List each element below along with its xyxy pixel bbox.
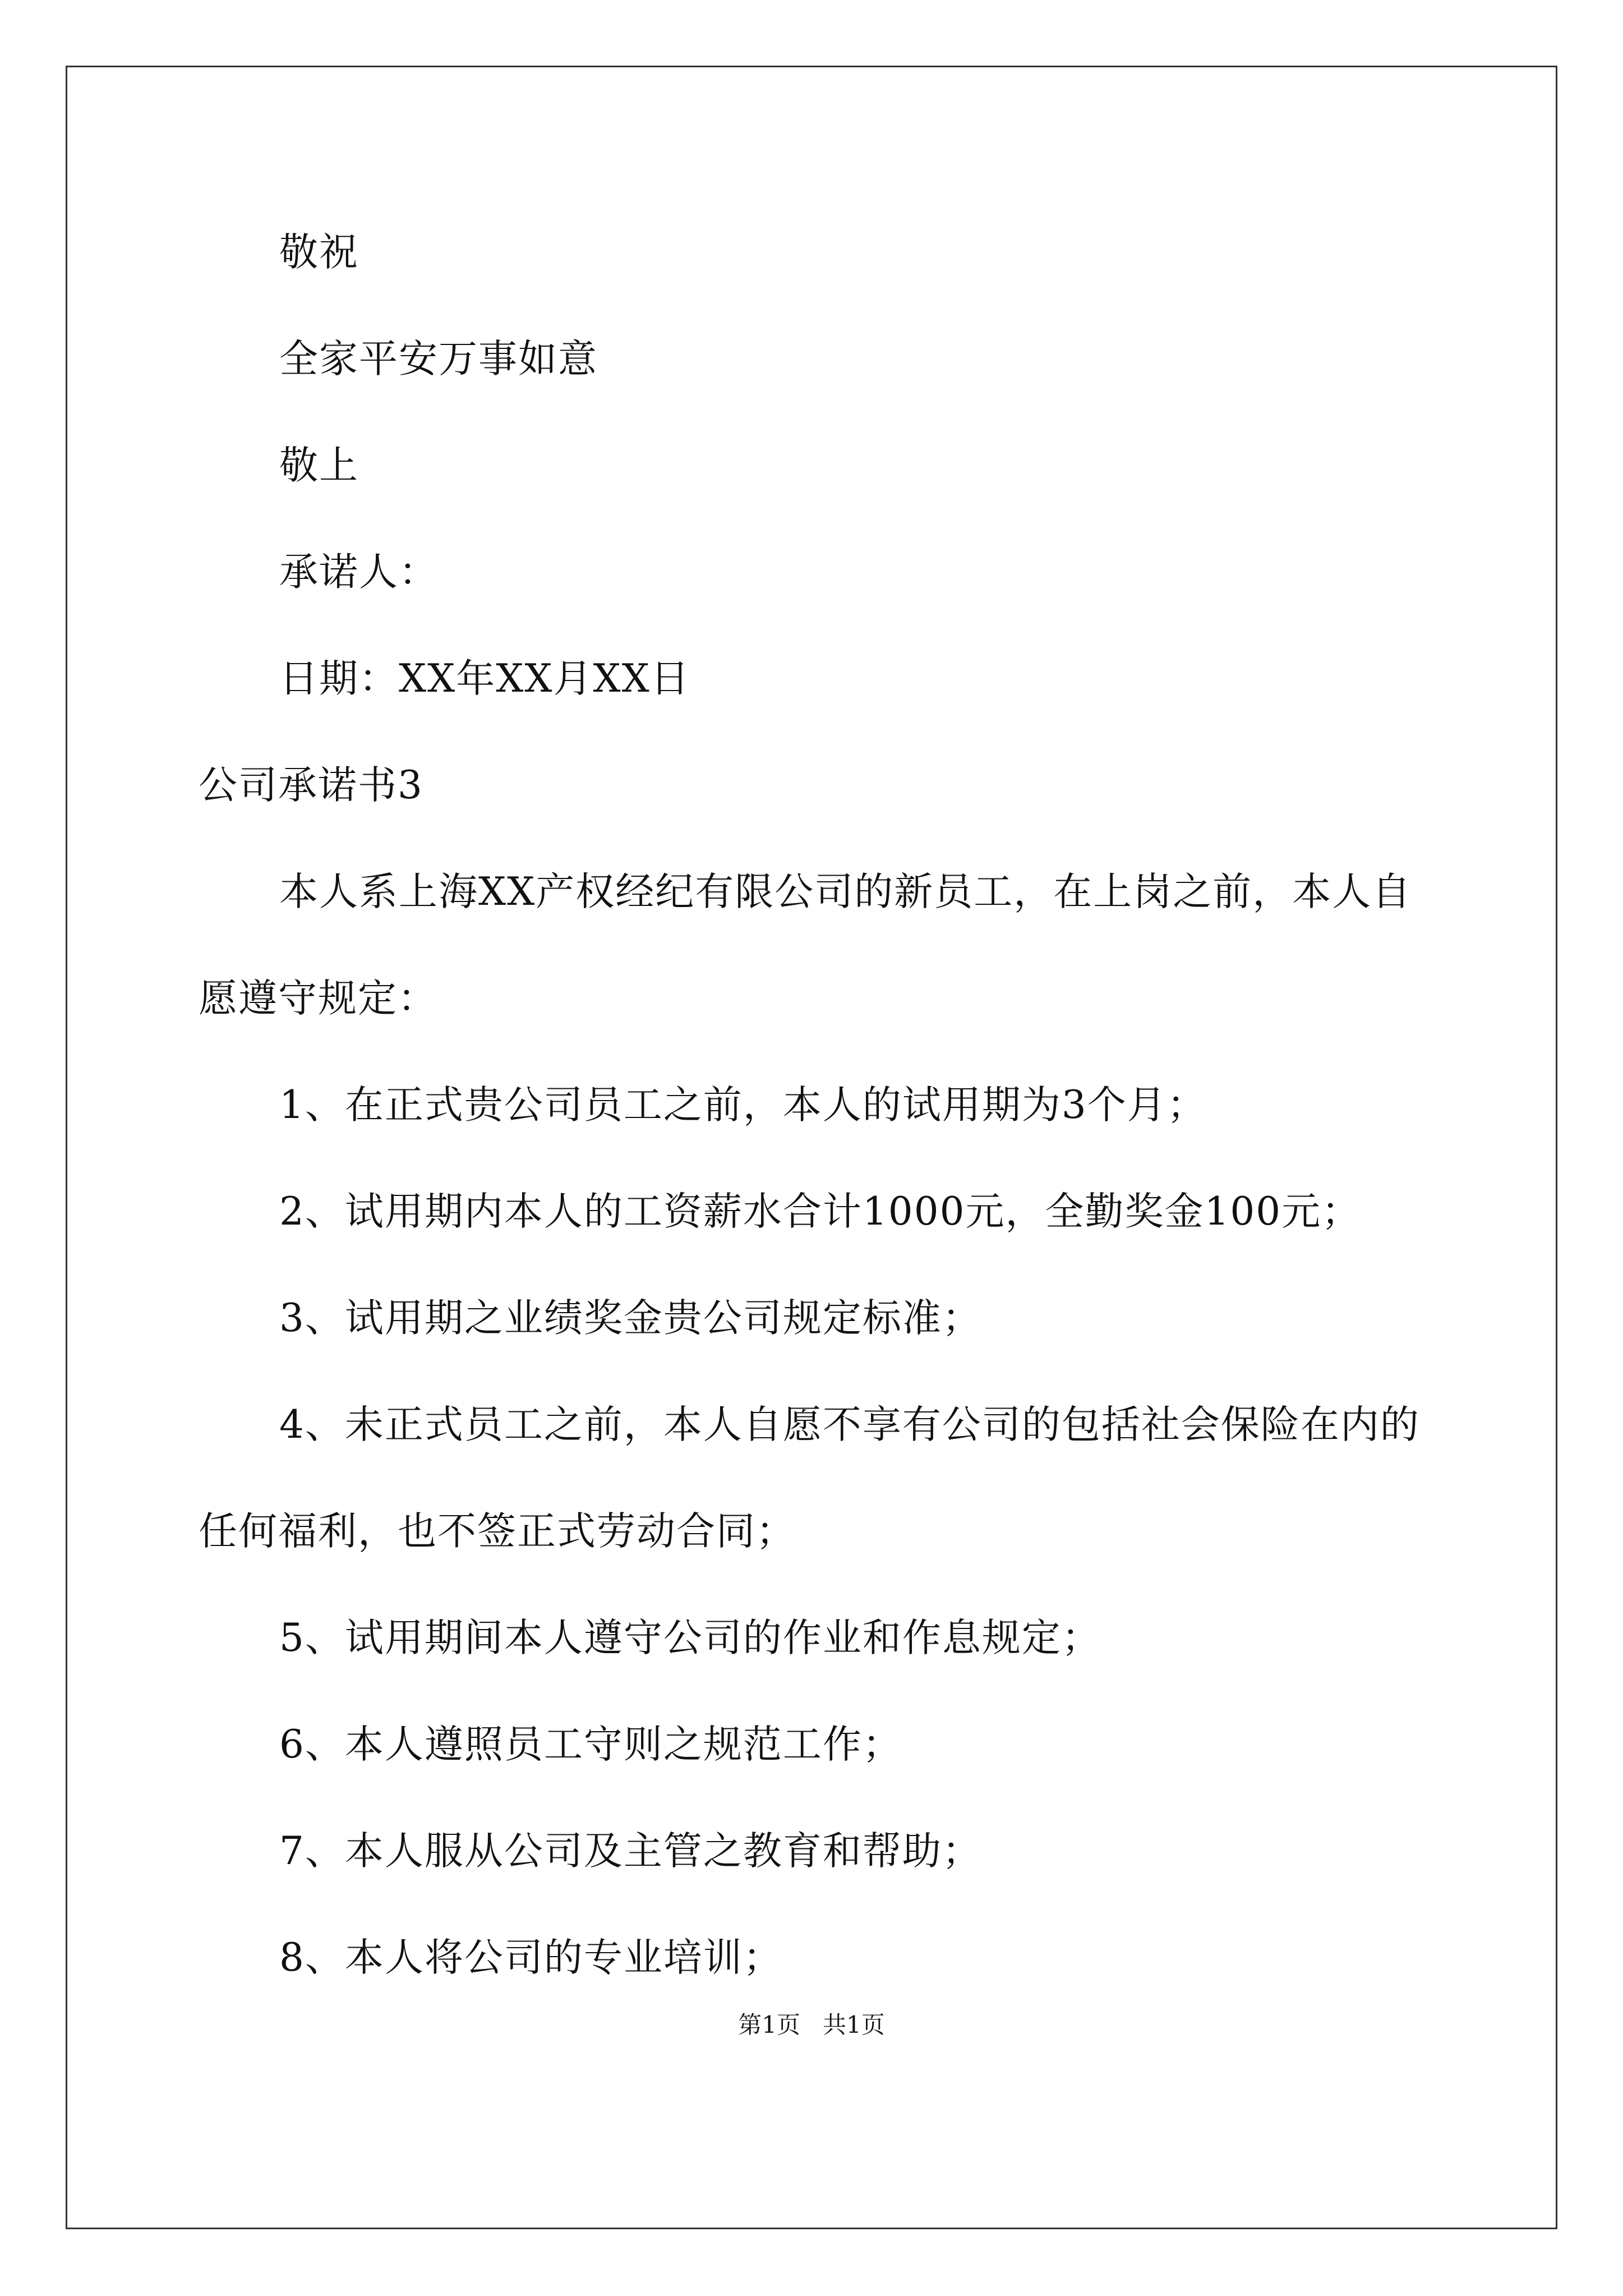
list-item: 7、本人服从公司及主管之教育和帮助； (279, 1829, 982, 1874)
list-item: 1、在正式贵公司员工之前，本人的试用期为3个月； (279, 1083, 1207, 1128)
list-item-continuation: 任何福利，也不签正式劳动合同； (199, 1509, 796, 1554)
intro-line-1: 本人系上海XX产权经纪有限公司的新员工，在上岗之前，本人自 (279, 869, 1412, 914)
closing-salutation: 敬祝 (279, 230, 359, 275)
section-title: 公司承诺书3 (199, 763, 423, 808)
list-item: 6、本人遵照员工守则之规范工作； (279, 1722, 902, 1767)
page-footer: 第1页 共1页 (738, 2011, 885, 2039)
page-border (66, 66, 1557, 2229)
promisor-label: 承诺人： (279, 550, 439, 595)
list-item: 4、未正式员工之前，本人自愿不享有公司的包括社会保险在内的 (279, 1402, 1420, 1447)
intro-line-2: 愿遵守规定： (199, 976, 437, 1021)
list-item: 3、试用期之业绩奖金贵公司规定标准； (279, 1296, 982, 1341)
list-item: 5、试用期间本人遵守公司的作业和作息规定； (279, 1616, 1101, 1660)
date-line: 日期：XX年XX月XX日 (279, 656, 690, 701)
closing-respectfully: 敬上 (279, 443, 359, 488)
list-item: 8、本人将公司的专业培训； (279, 1935, 783, 1980)
list-item: 2、试用期内本人的工资薪水合计1000元，全勤奖金100元； (279, 1189, 1362, 1234)
closing-wish: 全家平安万事如意 (279, 337, 598, 381)
